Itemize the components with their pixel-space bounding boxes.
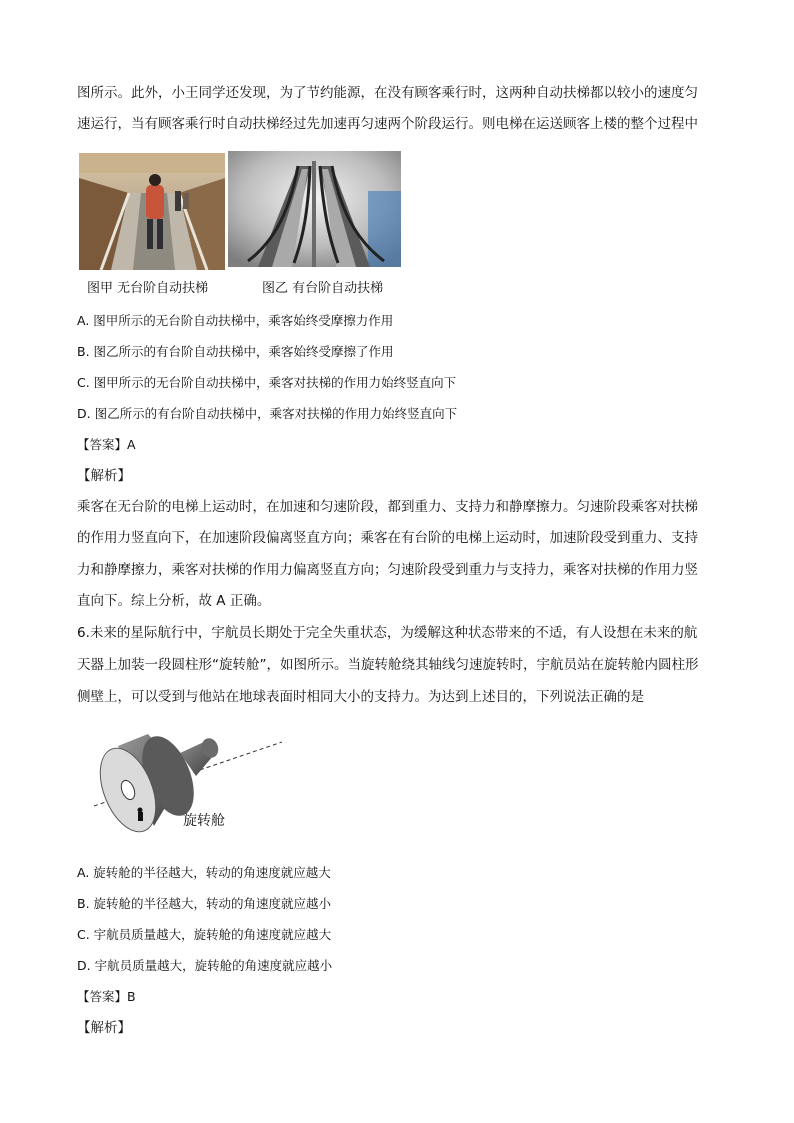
q6-stem-line-2: 天器上加装一段圆柱形“旋转舱”，如图所示。当旋转舱绕其轴线匀速旋转时，宇航员站在旋转舱内圆柱形 xyxy=(77,657,699,673)
q6-analysis-label: 【解析】 xyxy=(77,1020,131,1036)
q5-analysis-line-2: 的作用力竖直向下，在加速阶段偏离竖直方向；乘客在有台阶的电梯上运动时，加速阶段受到重力、支持 xyxy=(77,530,698,546)
q5-analysis-line-4: 直向下。综上分析，故 A 正确。 xyxy=(77,593,271,609)
q5-option-b: B. 图乙所示的有台阶自动扶梯中，乘客始终受摩擦了作用 xyxy=(77,344,394,359)
q6-option-c: C. 宇航员质量越大，旋转舱的角速度就应越大 xyxy=(77,927,332,942)
q6-option-a: A. 旋转舱的半径越大，转动的角速度就应越大 xyxy=(77,865,331,880)
q5-answer: 【答案】A xyxy=(77,437,136,452)
q5-option-d: D. 图乙所示的有台阶自动扶梯中，乘客对扶梯的作用力始终竖直向下 xyxy=(77,406,458,421)
rotating-cabin-label: 旋转舱 xyxy=(183,813,225,829)
q6-stem-line-1: 6.未来的星际航行中，宇航员长期处于完全失重状态，为缓解这种状态带来的不适，有人设想在未来的航 xyxy=(77,625,698,641)
figure-b-photo xyxy=(228,151,401,267)
q5-option-a: A. 图甲所示的无台阶自动扶梯中，乘客始终受摩擦力作用 xyxy=(77,313,394,328)
q6-stem-line-3: 侧壁上，可以受到与他站在地球表面时相同大小的支持力。为达到上述目的，下列说法正确的是 xyxy=(77,689,644,705)
q6-option-d: D. 宇航员质量越大，旋转舱的角速度就应越小 xyxy=(77,958,333,973)
q6-answer: 【答案】B xyxy=(77,989,136,1004)
q6-option-b: B. 旋转舱的半径越大，转动的角速度就应越小 xyxy=(77,896,332,911)
intro-line-1: 图所示。此外，小王同学还发现，为了节约能源，在没有顾客乘行时，这两种自动扶梯都以较小的速度匀 xyxy=(77,85,698,101)
q5-analysis-line-3: 力和静摩擦力，乘客对扶梯的作用力偏离竖直方向；匀速阶段受到重力与支持力，乘客对扶梯的作用力竖 xyxy=(77,562,698,578)
q5-option-c: C. 图甲所示的无台阶自动扶梯中，乘客对扶梯的作用力始终竖直向下 xyxy=(77,375,457,390)
intro-line-2: 速运行，当有顾客乘行时自动扶梯经过先加速再匀速两个阶段运行。则电梯在运送顾客上楼的整个过程中 xyxy=(77,116,698,132)
q5-analysis-label: 【解析】 xyxy=(77,468,131,484)
figure-a-photo xyxy=(79,153,225,270)
figure-b-caption: 图乙 有台阶自动扶梯 xyxy=(262,281,384,296)
figure-a-caption: 图甲 无台阶自动扶梯 xyxy=(87,281,209,296)
q5-analysis-line-1: 乘客在无台阶的电梯上运动时，在加速和匀速阶段，都到重力、支持力和静摩擦力。匀速阶段乘客对扶梯 xyxy=(77,499,698,515)
